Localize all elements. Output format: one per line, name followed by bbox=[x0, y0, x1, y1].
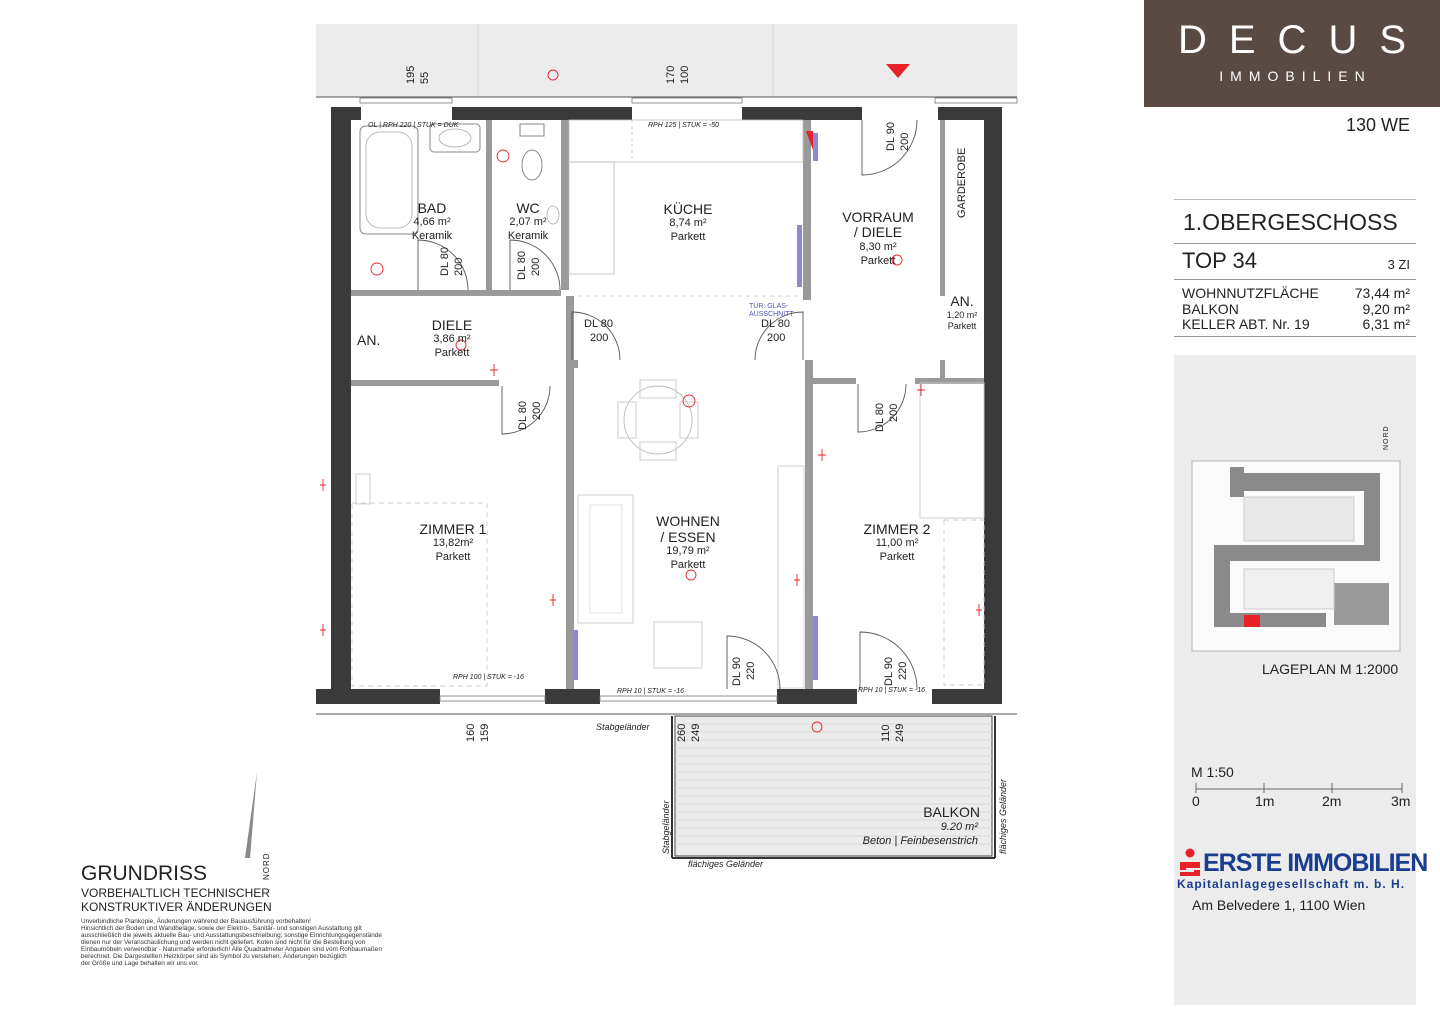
developer-address: Am Belvedere 1, 1100 Wien bbox=[1192, 897, 1366, 913]
dim-bot-b2: 249 bbox=[690, 723, 702, 742]
area-bottom-divider bbox=[1174, 336, 1416, 337]
note-line: der Größe und Lage behalten wir uns vor. bbox=[81, 960, 199, 967]
room-floor: Parkett bbox=[670, 231, 706, 243]
flaechiges-gelaender-label: flächiges Geländer bbox=[688, 859, 764, 869]
area-label-keller: KELLER ABT. Nr. 19 bbox=[1182, 316, 1310, 332]
room-floor: Parkett bbox=[879, 551, 915, 563]
room-name: DIELE bbox=[431, 317, 473, 333]
room-area: 8,74 m² bbox=[669, 217, 707, 229]
room-area: 3,86 m² bbox=[433, 333, 471, 345]
room-area: 11,00 m² bbox=[875, 537, 919, 549]
door-label-diele-r: DL 80 bbox=[761, 318, 790, 330]
rph-note-living: RPH 10 | STUK = -16 bbox=[617, 688, 684, 695]
area-value-balkon: 9,20 m² bbox=[1362, 301, 1410, 317]
note-line: Unverbindliche Plankopie, Änderungen während der Bauausführung vorbehalten! bbox=[81, 918, 311, 925]
dim-bot-a1: 160 bbox=[465, 723, 477, 742]
room-floor: Parkett bbox=[434, 347, 470, 359]
room-count: 3 ZI bbox=[1387, 257, 1410, 272]
area-label-wnf: WOHNNUTZFLÄCHE bbox=[1182, 285, 1319, 301]
note-line: ausschließlich die jeweils aktuelle Bau- und Ausstattungsbeschreibung; sonstige Einrichtungsgegenstände bbox=[81, 932, 382, 939]
rph-note-kitchen: RPH 125 | STUK = -50 bbox=[648, 122, 719, 129]
door-height-bad: 200 bbox=[453, 257, 465, 276]
area-value-keller: 6,31 m² bbox=[1362, 316, 1410, 332]
dim-bot-b1: 260 bbox=[676, 723, 688, 742]
room-name: WC bbox=[516, 200, 540, 216]
north-arrow-icon bbox=[245, 772, 257, 858]
room-name: AN. bbox=[950, 293, 974, 309]
room-floor: Parkett bbox=[947, 321, 977, 331]
legend-north-label: NORD bbox=[262, 852, 271, 880]
scale-tick-2: 2m bbox=[1322, 793, 1342, 809]
stabgelaender-label: Stabgeländer bbox=[596, 722, 650, 732]
rph-note-bad: OL | RPH 220 | STUK = DUK bbox=[368, 122, 459, 129]
room-area: 1,20 m² bbox=[946, 310, 978, 320]
dim-bot-c2: 249 bbox=[894, 723, 906, 742]
door-height-balkon-l: 220 bbox=[745, 661, 757, 680]
legend-notes bbox=[81, 918, 431, 967]
scale-label: M 1:50 bbox=[1191, 764, 1234, 780]
room-name: ZIMMER 2 bbox=[863, 521, 931, 537]
floor-title: 1.OBERGESCHOSS bbox=[1183, 209, 1398, 235]
door-label-vorraum: DL 90 bbox=[885, 122, 897, 151]
room-area: 2,07 m² bbox=[509, 216, 547, 228]
door-label-bad: DL 80 bbox=[439, 247, 451, 276]
developer-subtitle: Kapitalanlagegesellschaft m. b. H. bbox=[1177, 877, 1406, 891]
room-area: 19,79 m² bbox=[666, 545, 710, 557]
room-area: 4,66 m² bbox=[413, 216, 451, 228]
door-height-diele-r: 200 bbox=[767, 332, 786, 344]
room-name-2: / DIELE bbox=[853, 224, 903, 240]
door-height-balkon-r: 220 bbox=[897, 661, 909, 680]
room-area: 9.20 m² bbox=[940, 821, 978, 833]
dim-top-a1: 195 bbox=[405, 65, 417, 84]
area-label-balkon: BALKON bbox=[1182, 301, 1239, 317]
logo-main-text: DECUS bbox=[1177, 18, 1429, 62]
dim-top-a2: 55 bbox=[419, 71, 431, 84]
room-floor: Keramik bbox=[411, 230, 453, 242]
decus-logo bbox=[1144, 0, 1440, 107]
room-name-2: / ESSEN bbox=[660, 529, 716, 545]
outer-strip bbox=[316, 24, 1017, 97]
scale-bar bbox=[1174, 779, 1416, 809]
room-name: WOHNEN bbox=[656, 513, 720, 529]
door-height-zimmer1: 200 bbox=[531, 401, 543, 420]
scale-tick-3: 3m bbox=[1391, 793, 1411, 809]
dim-top-b2: 100 bbox=[679, 65, 691, 84]
area-value-wnf: 73,44 m² bbox=[1354, 285, 1410, 301]
door-height-wc: 200 bbox=[530, 257, 542, 276]
legend-line-1: VORBEHALTLICH TECHNISCHER bbox=[81, 886, 270, 900]
site-north-label: NORD bbox=[1383, 425, 1390, 450]
room-name: BAD bbox=[417, 200, 447, 216]
door-label-zimmer2: DL 80 bbox=[874, 403, 886, 432]
legend-line-2: KONSTRUKTIVER ÄNDERUNGEN bbox=[81, 900, 272, 914]
room-floor: Parkett bbox=[435, 551, 471, 563]
door-label-balkon-l: DL 90 bbox=[731, 657, 743, 686]
door-height-zimmer2: 200 bbox=[888, 403, 900, 422]
project-units: 130 WE bbox=[1345, 115, 1410, 135]
garderobe-label: GARDEROBE bbox=[956, 147, 968, 218]
door-label-zimmer1: DL 80 bbox=[517, 401, 529, 430]
top-number: TOP 34 bbox=[1182, 248, 1258, 273]
room-area: 8,30 m² bbox=[859, 241, 897, 253]
note-line: Einbaumöbeln verwendbar - Naturmaße erforderlich! Alle Quadratmeter Angaben sind vom Rohbaumaßen bbox=[81, 946, 382, 953]
note-line: dienen nur der Veranschaulichung und werden nicht geliefert. Koten sind nicht für die Bestellung von bbox=[81, 939, 366, 946]
door-label-diele-l: DL 80 bbox=[584, 318, 613, 330]
room-floor: Parkett bbox=[860, 255, 896, 267]
top-divider bbox=[1174, 243, 1416, 244]
room-name: KÜCHE bbox=[663, 201, 713, 217]
dim-bot-a2: 159 bbox=[479, 723, 491, 742]
site-plan-caption: LAGEPLAN M 1:2000 bbox=[1262, 661, 1399, 677]
dim-bot-c1: 110 bbox=[880, 724, 892, 742]
scale-tick-0: 0 bbox=[1192, 793, 1200, 809]
area-divider bbox=[1174, 279, 1416, 280]
note-line: Hinsichtlich der Boden und Wandbeläge, sowie der Elektro-, Sanitär- und sonstigen Ausstattung gilt bbox=[81, 925, 362, 932]
flaechiges-gelaender-vertical-label: flächiges Geländer bbox=[998, 778, 1008, 854]
scale-tick-1: 1m bbox=[1255, 793, 1275, 809]
room-floor: Keramik bbox=[507, 230, 549, 242]
room-name: VORRAUM bbox=[842, 209, 914, 225]
glass-note-2: AUSSCHNITT bbox=[749, 311, 794, 318]
glass-note-1: TÜR: GLAS- bbox=[749, 303, 789, 310]
door-height-vorraum: 200 bbox=[899, 132, 911, 151]
room-name: BALKON bbox=[923, 804, 980, 820]
developer-name: ERSTE IMMOBILIEN bbox=[1203, 849, 1428, 877]
rph-note-zimmer2: RPH 10 | STUK = -16 bbox=[858, 687, 925, 694]
note-line: berechnet. Die Dargestellten Heizkörper sind als Symbol zu verstehen. Änderungen bezüglich bbox=[81, 953, 347, 960]
dim-top-b1: 170 bbox=[665, 65, 677, 84]
logo-sub-text: IMMOBILIEN bbox=[1219, 68, 1372, 84]
room-floor: Parkett bbox=[670, 559, 706, 571]
unit-info-panel bbox=[1174, 107, 1416, 337]
room-area: 13,82m² bbox=[432, 537, 474, 549]
legend-title: GRUNDRISS bbox=[81, 862, 208, 885]
rph-note-zimmer1: RPH 100 | STUK = -16 bbox=[453, 674, 524, 681]
erste-s-icon bbox=[1176, 848, 1204, 878]
room-an-left: AN. bbox=[357, 332, 381, 348]
room-name: ZIMMER 1 bbox=[419, 521, 487, 537]
door-height-diele-l: 200 bbox=[590, 332, 609, 344]
door-label-wc: DL 80 bbox=[516, 251, 528, 280]
room-floor: Beton | Feinbesenstrich bbox=[862, 835, 978, 847]
door-label-balkon-r: DL 90 bbox=[883, 657, 895, 686]
stabgelaender-vertical-label: Stabgeländer bbox=[661, 800, 671, 854]
